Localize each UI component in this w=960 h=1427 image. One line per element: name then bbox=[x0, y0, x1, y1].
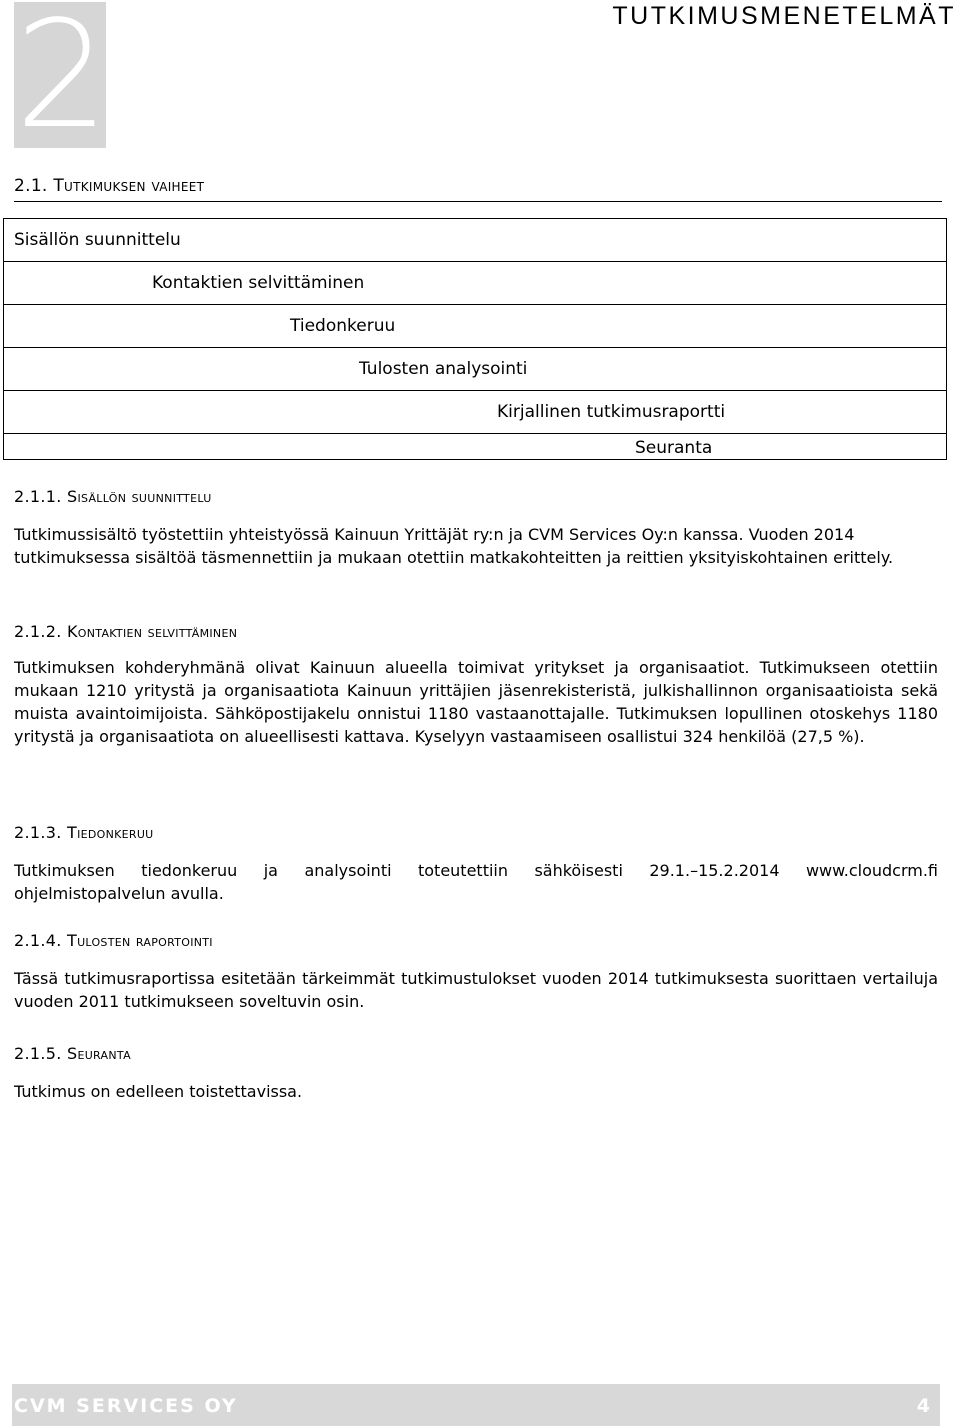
subsection-title: Seuranta bbox=[67, 1044, 131, 1063]
subsection-number: 2.1.1. bbox=[14, 487, 62, 506]
subsection-heading bbox=[14, 931, 213, 951]
chapter-number: 2 bbox=[14, 0, 106, 161]
subsection-number: 2.1.2. bbox=[14, 622, 62, 641]
subsection-title: Tiedonkeruu bbox=[67, 823, 154, 842]
chapter-title: TUTKIMUSMENETELMÄT bbox=[612, 2, 956, 30]
subsection-paragraph: Tutkimuksen kohderyhmänä olivat Kainuun alueella toimivat yritykset ja organisaatiot. Tutkimukseen otettiin mukaan 1210 yritystä ja organisaatiota Kainuun yrittäjien jäsenrekisteristä, julkishallinnon organisaatioista sekä muista avaintoimijoista. Sähköpostijakelu onnistui 1180 vastaanottajalle. Tutkimuksen lopullinen otoskehys 1180 yritystä ja organisaatiota on alueellisesti kattava. Kyselyyn vastaamiseen osallistui 324 henkilöä (27,5 %). bbox=[14, 658, 938, 746]
section-rule bbox=[14, 201, 942, 202]
phase-label: Seuranta bbox=[635, 438, 713, 458]
phase-label: Tulosten analysointi bbox=[359, 359, 528, 379]
subsection-heading bbox=[14, 823, 154, 843]
subsection-title: Sisällön suunnittelu bbox=[67, 487, 212, 506]
phase-label: Sisällön suunnittelu bbox=[14, 230, 181, 250]
phases-table bbox=[3, 218, 947, 460]
phase-row bbox=[4, 391, 946, 434]
subsection-title: Tulosten raportointi bbox=[67, 931, 213, 950]
subsection-paragraph: Tutkimussisältö työstettiin yhteistyössä Kainuun Yrittäjät ry:n ja CVM Services Oy:n kanssa. Vuoden 2014 tutkimuksessa sisältöä täsmennettiin ja mukaan otettiin matkakohteitten ja reittien yksityiskohtainen erittely. bbox=[14, 525, 894, 567]
section-title: Tutkimuksen vaiheet bbox=[53, 176, 205, 196]
phase-label: Kontaktien selvittäminen bbox=[152, 273, 365, 293]
phase-row bbox=[4, 305, 946, 348]
subsection-paragraph: Tutkimuksen tiedonkeruu ja analysointi toteutettiin sähköisesti 29.1.–15.2.2014 www.cloudcrm.fi ohjelmistopalvelun avulla. bbox=[14, 861, 938, 903]
phase-row bbox=[4, 262, 946, 305]
phase-label: Tiedonkeruu bbox=[290, 316, 396, 336]
subsection-number: 2.1.4. bbox=[14, 931, 62, 950]
section-heading bbox=[14, 176, 204, 196]
page-number: 4 bbox=[916, 1395, 930, 1417]
section-number: 2.1. bbox=[14, 176, 48, 196]
footer-company: CVM SERVICES OY bbox=[14, 1395, 238, 1417]
subsection-heading bbox=[14, 1044, 131, 1064]
phase-label: Kirjallinen tutkimusraportti bbox=[497, 402, 726, 422]
subsection-heading bbox=[14, 622, 237, 642]
subsection-paragraph: Tässä tutkimusraportissa esitetään tärkeimmät tutkimustulokset vuoden 2014 tutkimuksesta suorittaen vertailuja vuoden 2011 tutkimukseen soveltuvin osin. bbox=[14, 969, 938, 1011]
subsection-title: Kontaktien selvittäminen bbox=[67, 622, 238, 641]
phase-row bbox=[4, 348, 946, 391]
subsection-number: 2.1.3. bbox=[14, 823, 62, 842]
phase-row bbox=[4, 219, 946, 262]
subsection-paragraph: Tutkimus on edelleen toistettavissa. bbox=[14, 1082, 303, 1101]
subsection-number: 2.1.5. bbox=[14, 1044, 62, 1063]
phase-row bbox=[4, 434, 946, 463]
subsection-heading bbox=[14, 487, 212, 507]
